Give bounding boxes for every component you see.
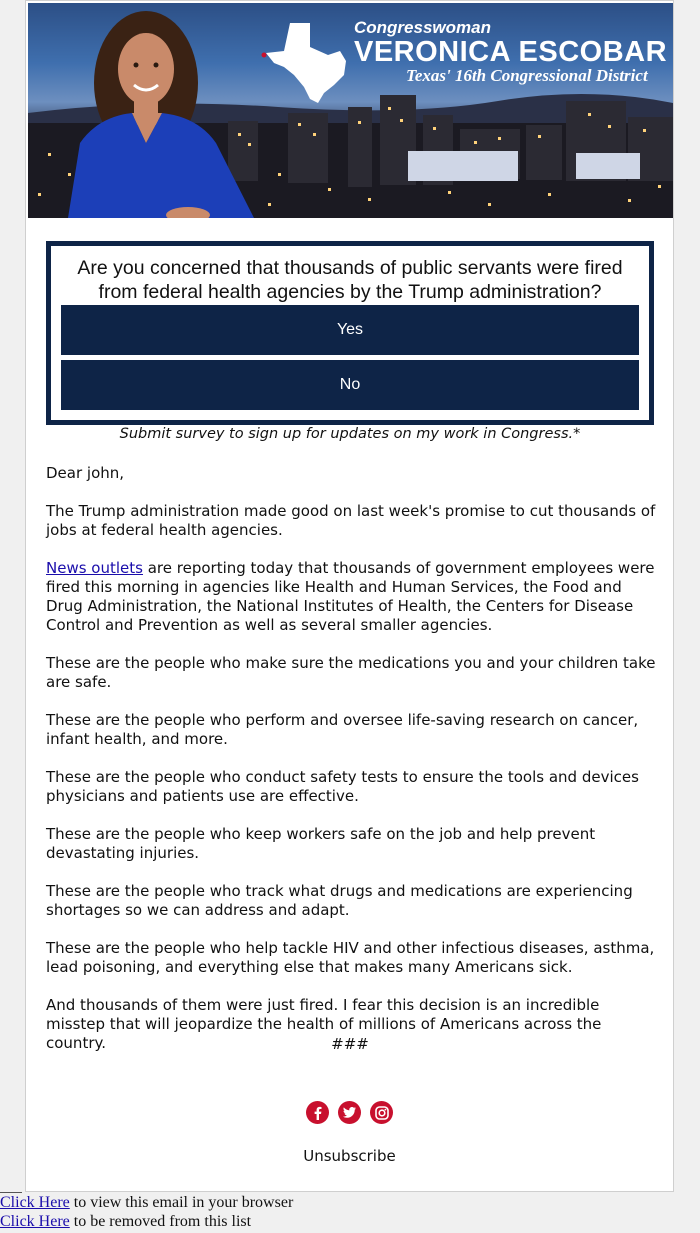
email-container	[25, 0, 674, 1192]
banner-title: VERONICA ESCOBAR	[354, 36, 668, 68]
paragraph-8: These are the people who help tackle HIV and other infectious diseases, asthma, lead poisoning, and everything else that makes many Americans sick.	[46, 939, 655, 976]
footer-line-remove	[0, 1212, 293, 1231]
remove-from-list-text: to be removed from this list	[69, 1213, 252, 1230]
news-outlets-link[interactable]: News outlets	[46, 559, 143, 577]
view-in-browser-link[interactable]: Click Here	[0, 1194, 70, 1211]
paragraph-2	[46, 559, 658, 635]
paragraph-5: These are the people who conduct safety tests to ensure the tools and devices physicians and patients use are effective.	[46, 768, 639, 805]
unsubscribe-link[interactable]: Unsubscribe	[303, 1147, 396, 1165]
paragraph-7: These are the people who track what drugs and medications are experiencing shortages so we can address and adapt.	[46, 882, 633, 919]
paragraph-2-text: are reporting today that thousands of government employees were fired this morning in agencies like Health and Human Services, the Food and Drug Administration, the National Institutes of Health, the Centers for Disease Control and Prevention as well as several smaller agencies.	[46, 559, 655, 634]
paragraph-6: These are the people who keep workers safe on the job and help prevent devastating injuries.	[46, 825, 596, 862]
instagram-icon[interactable]	[370, 1101, 393, 1124]
letter-body	[46, 464, 658, 1072]
paragraph-4: These are the people who perform and oversee life-saving research on cancer, infant health, and more.	[46, 711, 639, 748]
paragraph-1: The Trump administration made good on last week's promise to cut thousands of jobs at federal health agencies.	[46, 502, 656, 539]
survey-no-button[interactable]: No	[61, 360, 639, 410]
facebook-icon[interactable]	[306, 1101, 329, 1124]
signoff: ###	[331, 1035, 369, 1053]
banner-district: Texas' 16th Congressional District	[406, 66, 648, 85]
view-in-browser-text: to view this email in your browser	[69, 1194, 294, 1211]
survey-yes-button[interactable]: Yes	[61, 305, 639, 355]
remove-from-list-link[interactable]: Click Here	[0, 1213, 70, 1230]
banner-title-small: Congresswoman	[354, 18, 491, 37]
paragraph-3: These are the people who make sure the medications you and your children take are safe.	[46, 654, 656, 691]
survey-note: Submit survey to sign up for updates on my work in Congress.*	[119, 426, 581, 442]
footer-line-browser	[0, 1193, 293, 1212]
survey-box	[46, 241, 654, 425]
greeting: Dear john,	[46, 464, 125, 482]
footer	[0, 1193, 293, 1231]
social-links	[306, 1101, 393, 1124]
paragraph-9: And thousands of them were just fired. I fear this decision is an incredible misstep that will jeopardize the health of millions of Americans across the country.	[46, 996, 602, 1052]
header-banner	[28, 3, 673, 218]
twitter-icon[interactable]	[338, 1101, 361, 1124]
survey-question: Are you concerned that thousands of public servants were fired from federal health agencies by the Trump administration?	[77, 257, 623, 303]
